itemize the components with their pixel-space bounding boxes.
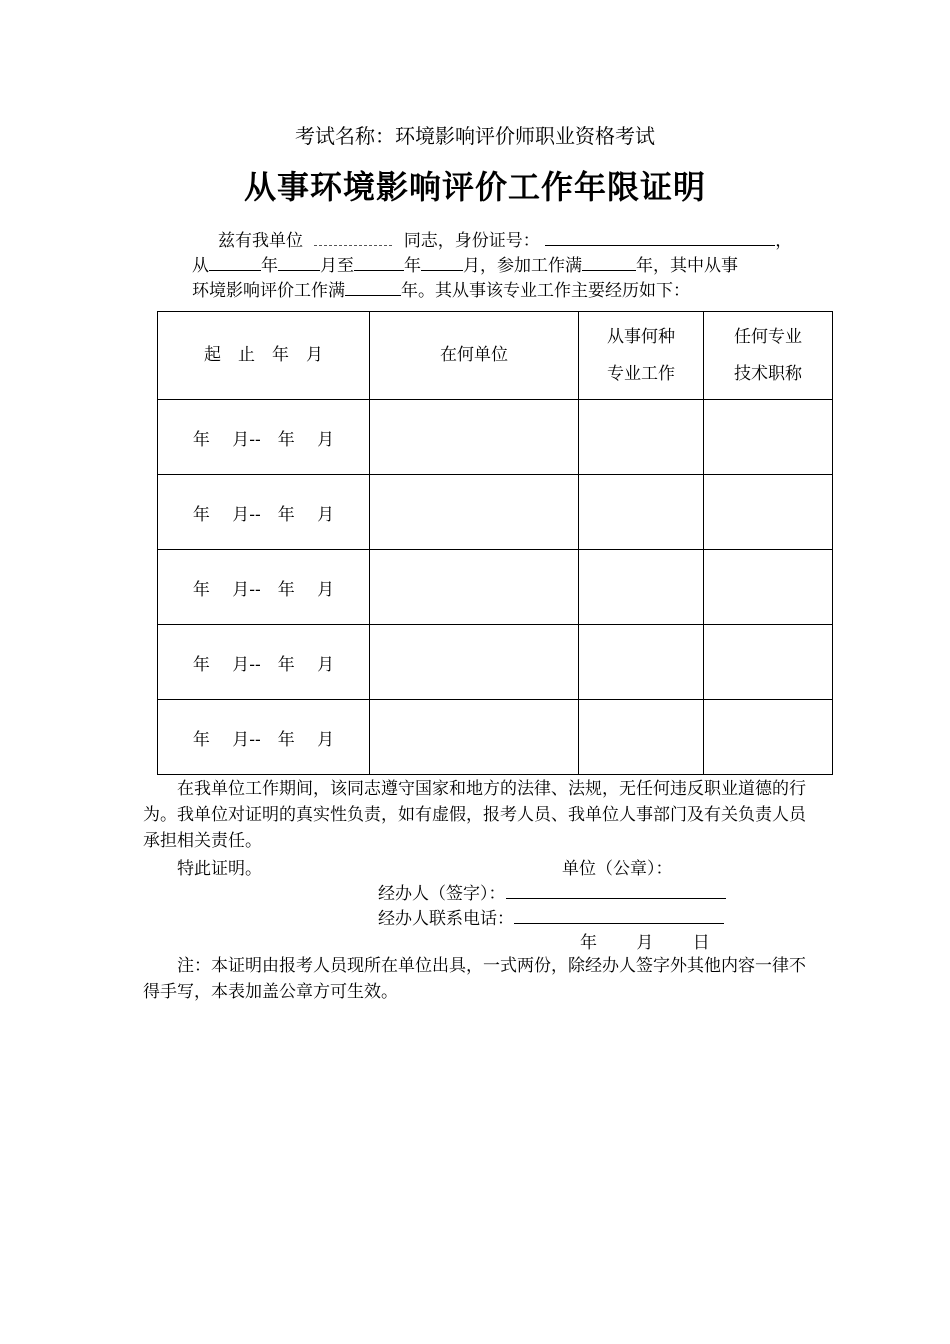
header-period: 起 止 年 月 [158,312,370,400]
year-label: 年 [261,256,278,276]
from-label: 从 [192,256,209,276]
intro-line-2 [192,251,738,276]
header-title-line1: 任何专业 [734,326,802,347]
period-cell[interactable]: 年 月-- 年 月 [158,550,370,625]
table-row [158,550,833,625]
intro-comma: ， [775,231,793,251]
title-cell[interactable] [704,400,833,475]
id-number-blank [545,229,775,246]
handler-phone-label: 经办人联系电话： [378,909,514,929]
title-cell[interactable] [704,700,833,775]
intro-line-3 [192,276,690,301]
eia-years-label: 环境影响评价工作满 [192,281,345,301]
specialty-cell[interactable] [579,625,704,700]
handler-sign-label: 经办人（签字）： [378,884,506,904]
table-row [158,700,833,775]
experience-intro: 年。其从事该专业工作主要经历如下： [401,281,690,301]
declaration-paragraph: 在我单位工作期间，该同志遵守国家和地方的法律、法规，无任何违反职业道德的行为。我单位对证明的真实性负责，如有虚假，报考人员、我单位人事部门及有关负责人员承担相关责任。 [143,779,806,851]
period-cell[interactable]: 年 月-- 年 月 [158,475,370,550]
specialty-cell[interactable] [579,400,704,475]
document-title: 从事环境影响评价工作年限证明 [243,168,706,206]
month-to-label: 月至 [320,256,354,276]
unit-cell[interactable] [370,550,579,625]
handler-phone-blank[interactable] [514,907,724,924]
header-specialty-line1: 从事何种 [607,326,675,347]
date-line: 年 月 日 [580,933,710,953]
unit-seal-label: 单位（公章）： [562,859,673,879]
eia-years-blank [345,279,401,296]
unit-cell[interactable] [370,625,579,700]
handler-sign-blank[interactable] [506,882,726,899]
title-cell[interactable] [704,550,833,625]
period-cell[interactable]: 年 月-- 年 月 [158,625,370,700]
unit-cell[interactable] [370,400,579,475]
work-history-table [157,311,833,775]
header-title [704,312,833,400]
table-row [158,625,833,700]
unit-cell[interactable] [370,475,579,550]
header-specialty [579,312,704,400]
title-cell[interactable] [704,625,833,700]
name-blank [314,229,392,246]
specialty-cell[interactable] [579,700,704,775]
specialty-cell[interactable] [579,475,704,550]
table-header-row [158,312,833,400]
exam-name: 考试名称：环境影响评价师职业资格考试 [295,124,655,148]
handler-sign-row [378,879,726,904]
table-row [158,400,833,475]
unit-cell[interactable] [370,700,579,775]
year-among-label: 年，其中从事 [636,256,738,276]
end-month-blank [421,254,463,271]
table-row [158,475,833,550]
intro-line-1 [218,226,792,251]
certify-text: 特此证明。 [177,859,262,879]
header-unit: 在何单位 [370,312,579,400]
intro-text-unit: 兹有我单位 [218,231,303,251]
period-cell[interactable]: 年 月-- 年 月 [158,700,370,775]
intro-text-comrade: 同志，身份证号： [403,231,540,251]
handler-phone-row [378,904,724,929]
note-paragraph: 注：本证明由报考人员现所在单位出具，一式两份，除经办人签字外其他内容一律不得手写，本表加盖公章方可生效。 [143,956,806,1002]
total-years-blank [582,254,636,271]
title-cell[interactable] [704,475,833,550]
start-month-blank [278,254,320,271]
month-join-label: 月，参加工作满 [463,256,582,276]
specialty-cell[interactable] [579,550,704,625]
start-year-blank [209,254,261,271]
year-label-2: 年 [404,256,421,276]
header-specialty-line2: 专业工作 [607,363,675,384]
period-cell[interactable]: 年 月-- 年 月 [158,400,370,475]
end-year-blank [354,254,404,271]
header-title-line2: 技术职称 [734,363,802,384]
